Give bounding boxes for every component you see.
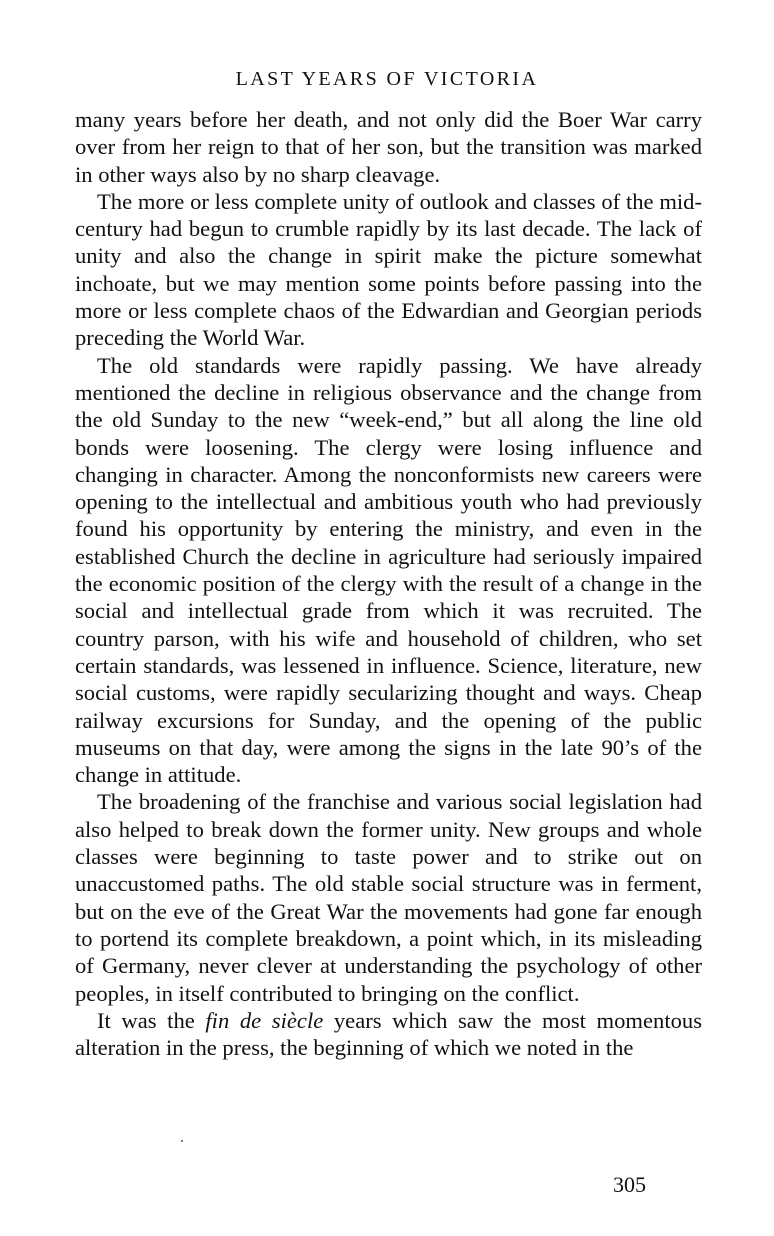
- running-head: LAST YEARS OF VICTORIA: [235, 68, 539, 90]
- paragraph: The broadening of the franchise and various social legislation had also helped to break down the former unity. New groups and whole classes were beginning to taste power and to strike out on unaccustomed paths. The old stable social structure was in ferment, but on the eve of the Great War the movements had gone far enough to portend its complete breakdown, a point which, in its misleading of Germany, never clever at understanding the psychology of other peoples, in itself contributed to bringing on the conflict.: [75, 789, 702, 1006]
- paragraph-final: [75, 1007, 702, 1062]
- italic-phrase: fin de siècle: [205, 1007, 324, 1033]
- paragraph: The old standards were rapidly passing. We have already mentioned the decline in religious observance and the change from the old Sunday to the new “week-end,” but all along the line old bonds were loosening. The clergy were losing influence and changing in character. Among the nonconformists new careers were opening to the intellectual and ambitious youth who had previously found his opportunity by entering the ministry, and even in the established Church the decline in agriculture had seriously impaired the economic position of the clergy with the result of a change in the social and intellectual grade from which it was recruited. The country parson, with his wife and household of children, who set certain standards, was lessened in influence. Science, literature, new social customs, were rapidly secularizing thought and ways. Cheap railway excursions for Sunday, and the opening of the public museums on that day, were among the signs in the late 90’s of the change in attitude.: [75, 352, 702, 788]
- page-number: 305: [613, 1172, 646, 1197]
- print-speck: [181, 1140, 183, 1142]
- paragraph-text-end: years which saw the most momentous alteration in the press, the beginning of which we noted in the: [75, 1007, 702, 1061]
- paragraph-text-start: It was the: [97, 1007, 206, 1033]
- paragraph: The more or less complete unity of outlook and classes of the mid-century had begun to crumble rapidly by its last decade. The lack of unity and also the change in spirit make the picture somewhat inchoate, but we may mention some points before passing into the more or less complete chaos of the Edwardian and Georgian periods preceding the World War.: [75, 188, 702, 351]
- paragraph-continuation: many years before her death, and not only did the Boer War carry over from her reign to that of her son, but the transition was marked in other ways also by no sharp cleavage.: [75, 107, 702, 187]
- body-text: [75, 106, 702, 1061]
